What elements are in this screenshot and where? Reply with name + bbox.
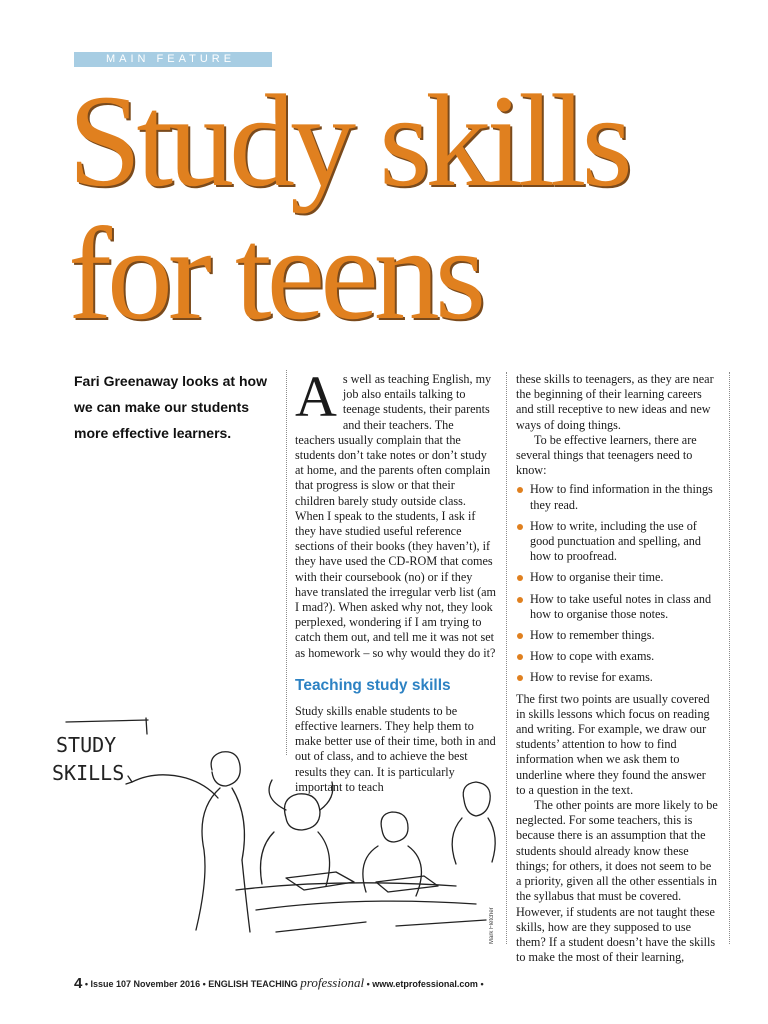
list-item: How to write, including the use of good punctuation and spelling, and how to proofread.: [516, 519, 718, 565]
body-paragraph: these skills to teenagers, as they are near the beginning of their learning careers and still receptive to new ideas and new ways of doing things.: [516, 372, 714, 432]
book-sketch: [286, 872, 354, 890]
list-item: How to take useful notes in class and how to organise those notes.: [516, 592, 718, 622]
student-head: [463, 782, 490, 816]
standfirst-text: looks at how we can make our students more effective learners.: [74, 373, 267, 441]
study-skills-cartoon: [36, 700, 506, 950]
page-footer: 4 • Issue 107 November 2016 • ENGLISH TEACHING professional • www.etprofessional.com •: [74, 975, 484, 992]
bullet-dot-icon: [517, 633, 523, 639]
list-item: How to find information in the things they read.: [516, 482, 718, 512]
standfirst: [74, 368, 269, 446]
bullet-dot-icon: [517, 675, 523, 681]
body-paragraph: To be effective learners, there are several things that teenagers need to know:: [516, 432, 697, 478]
body-paragraph: The first two points are usually covered in skills lessons which focus on reading and writing. For example, we draw our students’ attention to how to find information when we ask them to underline where they found the answer to a question in the text.: [516, 691, 710, 797]
bullet-dot-icon: [517, 597, 523, 603]
list-item: How to remember things.: [516, 628, 718, 643]
list-item: How to organise their time.: [516, 570, 718, 585]
page-number: 4: [74, 975, 83, 992]
headline-line-2: for teens: [68, 200, 482, 347]
bullet-dot-icon: [517, 487, 523, 493]
teacher-head: [211, 752, 240, 786]
list-item: How to revise for exams.: [516, 670, 718, 685]
bullet-dot-icon: [517, 524, 523, 530]
student-head: [381, 812, 408, 842]
student-head: [285, 794, 321, 830]
pointing-arm: [132, 775, 218, 798]
intro-paragraph: [295, 364, 497, 661]
article-column-2: [516, 372, 718, 965]
subheading: Teaching study skills: [295, 676, 451, 694]
issue-info: Issue 107 November 2016: [90, 979, 201, 989]
list-item: How to cope with exams.: [516, 649, 718, 664]
author-name: Fari Greenaway: [74, 373, 179, 389]
cartoon-label-line-2: SKILLS: [52, 761, 125, 785]
magazine-name: ENGLISH TEACHING: [208, 979, 298, 989]
column-rule: [729, 372, 730, 944]
board-line: [66, 720, 148, 722]
bullet-dot-icon: [517, 575, 523, 581]
headline-line-1: Study skills: [68, 67, 628, 214]
illustrator-credit: Mark Fletcher: [489, 907, 495, 944]
website-link[interactable]: www.etprofessional.com: [372, 979, 478, 989]
section-kicker: MAIN FEATURE: [74, 52, 272, 67]
cartoon-label-line-1: STUDY: [56, 733, 117, 757]
body-paragraph: Study skills enable students to be effective learners. They help them to make better use of their time, both in and out of class, and to achieve the best results they can. It is particularly important to teach: [295, 703, 496, 794]
magazine-name-italic: professional: [300, 975, 365, 990]
bullet-dot-icon: [517, 654, 523, 660]
skills-list: [516, 482, 718, 685]
drop-cap: A: [295, 364, 337, 429]
body-paragraph: The other points are more likely to be neglected. For some teachers, this is because there is an assumption that the students should already know these things; for others, it does not seem to be a priority, given all the other essentials in the syllabus that must be covered. However, if students are not taught these skills, how are they supposed to use them? If a student doesn’t have the skills to make the most of their learning,: [516, 798, 718, 965]
column-rule: [286, 370, 287, 755]
column-rule: [506, 372, 507, 944]
intro-text: s well as teaching English, my job also entails talking to teenage students, their parents and their teachers. The teachers usually complain that the students don’t take notes or don’t study at home, and the parents often complain that progress is slow or that their children barely study outside class. When I speak to the students, I ask if they have studied useful reference sections of their books (they haven’t), if they have used the CD-ROM that comes with their coursebook (no) or if they have translated the irregular verb list (am I mad?). When asked why not, they look perplexed, wondering if I am trying to catch them out, and tell me it was not set as homework – so why would they do it?: [295, 372, 497, 660]
